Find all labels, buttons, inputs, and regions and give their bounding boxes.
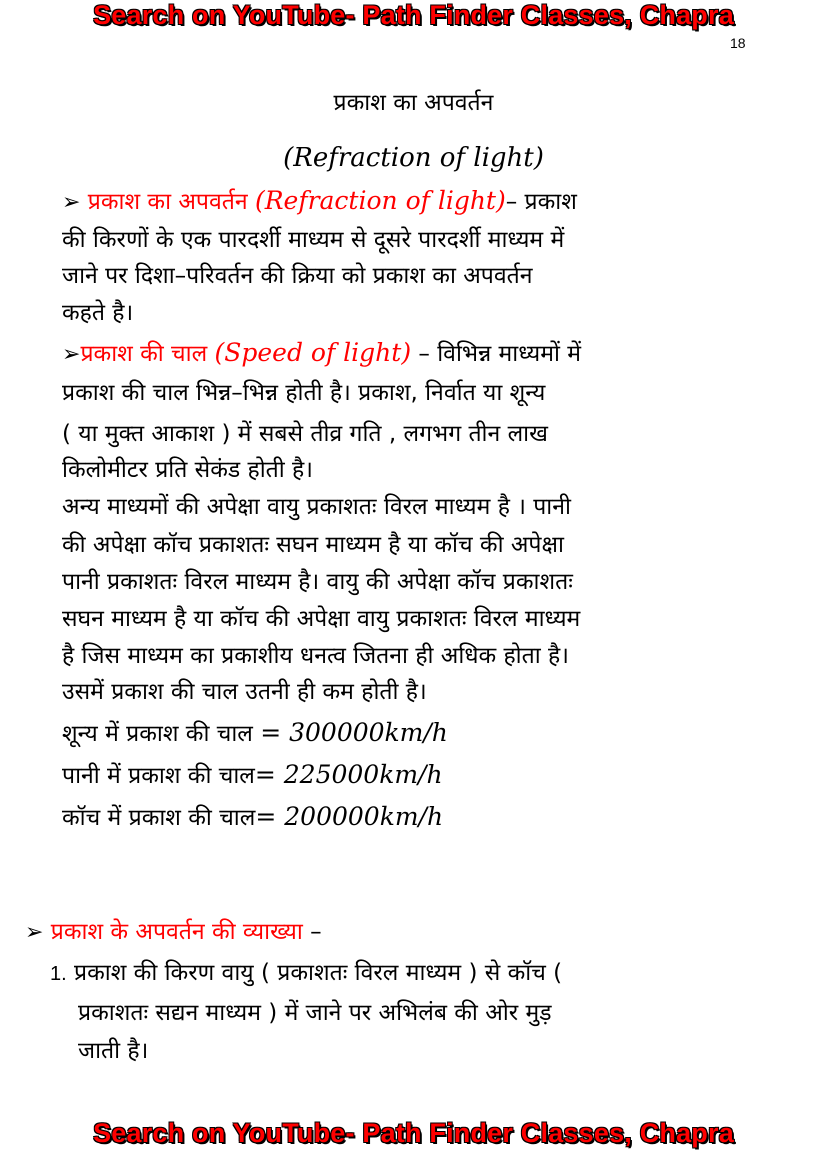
speed-vacuum bbox=[62, 718, 448, 749]
section2-heading-line bbox=[62, 338, 581, 370]
section2-para-line-5: है जिस माध्यम का प्रकाशीय धनत्व जितना ही अधिक होता है। bbox=[62, 643, 569, 669]
section2-line-4: किलोमीटर प्रति सेकंड होती है। bbox=[62, 457, 313, 483]
section2-line-3: ( या मुक्त आकाश ) में सबसे तीव्र गति , लगभग तीन लाख bbox=[62, 421, 548, 447]
list-item-line-3: जाती है। bbox=[78, 1038, 149, 1064]
arrow-bullet-icon: ➢ bbox=[62, 342, 81, 367]
section1-line-2: की किरणों के एक पारदर्शी माध्यम से दूसरे पारदर्शी माध्यम में bbox=[62, 227, 565, 253]
page-subtitle: (𝑅𝑒𝑓𝑟𝑎𝑐𝑡𝑖𝑜𝑛 𝑜𝑓 𝑙𝑖𝑔ℎ𝑡) bbox=[283, 143, 544, 173]
section1-heading: प्रकाश का अपवर्तन bbox=[87, 189, 248, 215]
list-item-line-2: प्रकाशतः सद्यन माध्यम ) में जाने पर अभिलंब की ओर मुड़ bbox=[78, 1000, 552, 1026]
list-item-1 bbox=[50, 958, 562, 989]
page-title: प्रकाश का अपवर्तन bbox=[333, 90, 494, 116]
section3-heading-line bbox=[25, 917, 322, 948]
section1-line-3: जाने पर दिशा–परिवर्तन की क्रिया को प्रकाश का अपवर्तन bbox=[62, 263, 533, 289]
list-item-line-1: प्रकाश की किरण वायु ( प्रकाशतः विरल माध्यम ) से कॉच ( bbox=[74, 960, 563, 986]
section1-heading-line bbox=[62, 186, 577, 218]
section1-line-4: कहते है। bbox=[62, 300, 134, 326]
speed-label: शून्य में प्रकाश की चाल bbox=[62, 721, 253, 747]
bottom-banner: Search on YouTube- Path Finder Classes, Chapra bbox=[93, 1118, 734, 1148]
top-banner: Search on YouTube- Path Finder Classes, Chapra bbox=[93, 0, 734, 30]
section2-para-line-6: उसमें प्रकाश की चाल उतनी ही कम होती है। bbox=[62, 679, 427, 705]
section2-line-2: प्रकाश की चाल भिन्न–भिन्न होती है। प्रकाश, निर्वात या शून्य bbox=[62, 380, 546, 406]
speed-value: = 300000𝑘𝑚/ℎ bbox=[260, 718, 448, 747]
speed-water bbox=[62, 760, 443, 791]
arrow-bullet-icon: ➢ bbox=[25, 920, 44, 945]
section2-para-line-3: पानी प्रकाशतः विरल माध्यम है। वायु की अपेक्षा कॉच प्रकाशतः bbox=[62, 569, 573, 595]
section1-heading-tail: – प्रकाश bbox=[505, 189, 577, 215]
section1-heading-english: (𝑅𝑒𝑓𝑟𝑎𝑐𝑡𝑖𝑜𝑛 𝑜𝑓 𝑙𝑖𝑔ℎ𝑡) bbox=[254, 186, 506, 215]
section2-para-line-1: अन्य माध्यमों की अपेक्षा वायु प्रकाशतः विरल माध्यम है । पानी bbox=[62, 494, 571, 520]
speed-label: पानी में प्रकाश की चाल bbox=[62, 763, 255, 789]
page-number: 18 bbox=[730, 35, 746, 51]
section2-heading-english: (𝑆𝑝𝑒𝑒𝑑 𝑜𝑓 𝑙𝑖𝑔ℎ𝑡) bbox=[214, 338, 412, 367]
section2-heading-tail: – विभिन्न माध्यमों में bbox=[418, 341, 581, 367]
speed-glass bbox=[62, 802, 443, 833]
speed-value: = 200000𝑘𝑚/ℎ bbox=[255, 802, 444, 831]
speed-value: = 225000𝑘𝑚/ℎ bbox=[254, 760, 443, 789]
section2-para-line-4: सघन माध्यम है या कॉच की अपेक्षा वायु प्रकाशतः विरल माध्यम bbox=[62, 606, 581, 632]
section3-heading-tail: – bbox=[310, 919, 322, 945]
section3-heading: प्रकाश के अपवर्तन की व्याख्या bbox=[50, 919, 303, 945]
list-item-number: 1. bbox=[50, 963, 67, 985]
arrow-bullet-icon: ➢ bbox=[62, 190, 81, 215]
section2-heading: प्रकाश की चाल bbox=[80, 341, 208, 367]
section2-para-line-2: की अपेक्षा कॉच प्रकाशतः सघन माध्यम है या कॉच की अपेक्षा bbox=[62, 532, 564, 558]
speed-label: कॉच में प्रकाश की चाल bbox=[62, 805, 256, 831]
